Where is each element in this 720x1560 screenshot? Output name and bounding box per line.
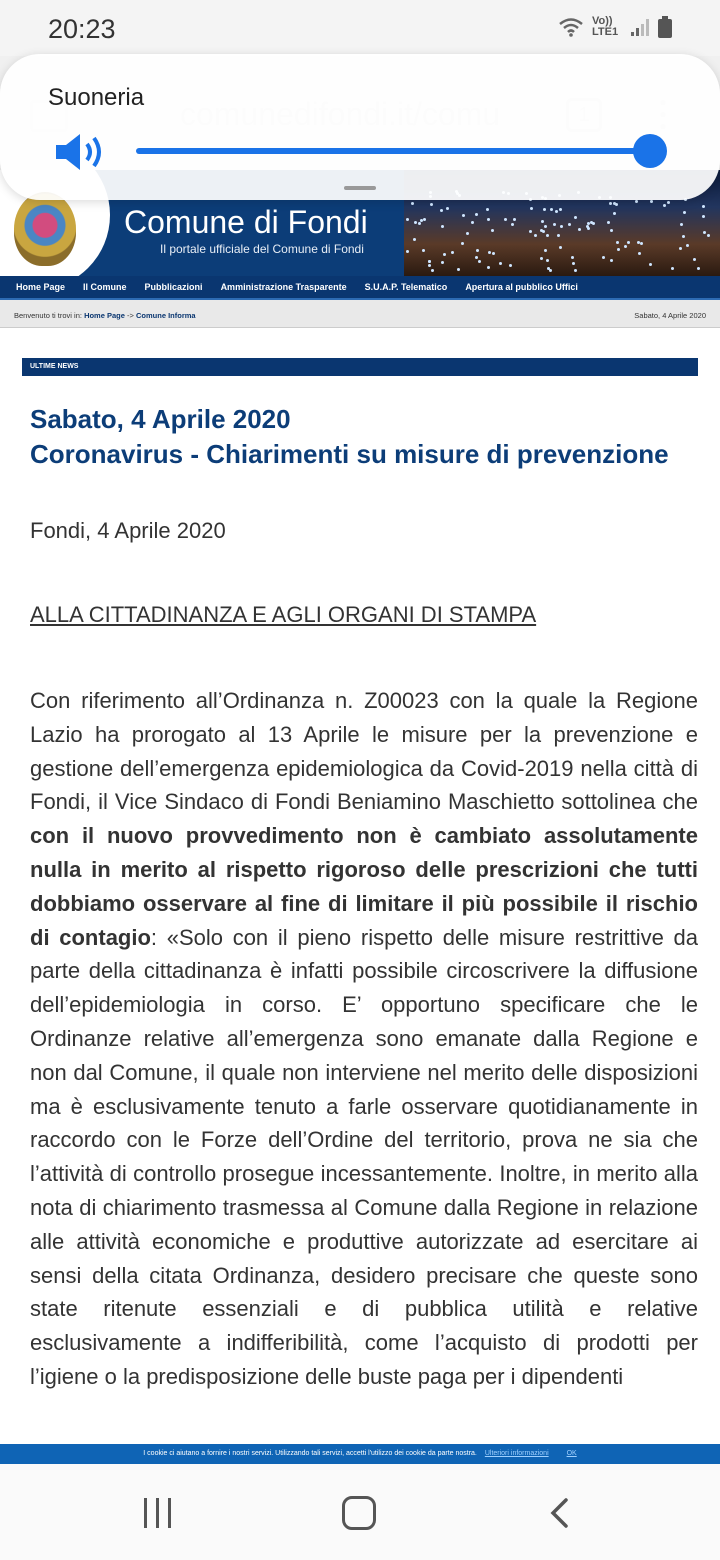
volume-panel [0, 54, 720, 200]
cookie-banner [0, 1444, 720, 1464]
decorative-light [487, 266, 490, 269]
decorative-light [428, 260, 431, 263]
decorative-light [610, 229, 613, 232]
decorative-light [574, 269, 577, 272]
nav-apertura-uffici[interactable]: Apertura al pubblico Uffici [465, 282, 578, 292]
decorative-light [546, 234, 549, 237]
decorative-light [640, 242, 643, 245]
article-headline [30, 402, 700, 472]
cookie-ok-button[interactable]: OK [566, 1450, 577, 1457]
decorative-light [559, 246, 562, 249]
main-navigation [0, 276, 720, 300]
decorative-light [443, 253, 446, 256]
nav-il-comune[interactable]: Il Comune [83, 282, 127, 292]
battery-icon [658, 16, 672, 38]
decorative-light [682, 235, 685, 238]
breadcrumb-prefix: Benvenuto ti trovi in: [14, 311, 82, 320]
decorative-light [530, 207, 533, 210]
decorative-light [635, 200, 638, 203]
decorative-light [555, 210, 558, 213]
volume-label: Suoneria [48, 84, 145, 111]
decorative-light [572, 262, 575, 265]
body-rest: : «Solo con il pieno rispetto delle misure restrittive da parte della cittadinanza è infatti possibile circoscrivere la diffusione dell’epidemiologia in corso. E’ opportuno specificare che le Ordinanze relative all’emergenza sono emanate dalla Regione e non dal Comune, il quale non interviene nel merito delle disposizioni ma è esclusivamente tenuto a farle osservare quotidianamente in raccordo con le Forze dell’Ordine del territorio, prova ne sia che l’attività di controllo prosegue incessantemente. Inoltre, in merito alla nota di chiarimento trasmessa al Comune dalla Regione in relazione alle attività economiche e produttive autorizzate ad esercitare ai sensi della citata Ordinanza, desidero precisare che queste sono state ritenute essenziali e di pubblica utilità e relative esclusivamente a indifferibilità, come l’acquisto di prodotti per l’igiene o la predisposizione delle buste paga per i dipendenti [30, 924, 699, 1389]
decorative-light [486, 208, 489, 211]
decorative-light [411, 202, 414, 205]
nav-home-page[interactable]: Home Page [16, 282, 66, 292]
breadcrumb-date: Sabato, 4 Aprile 2020 [634, 311, 706, 320]
decorative-light [475, 213, 478, 216]
decorative-light [617, 248, 620, 251]
decorative-light [406, 218, 409, 221]
volume-slider-track[interactable] [136, 148, 650, 154]
decorative-light [624, 245, 627, 248]
decorative-light [529, 230, 532, 233]
municipal-crest-logo[interactable] [14, 192, 76, 266]
decorative-light [627, 241, 630, 244]
decorative-light [686, 244, 689, 247]
signal-icon [630, 17, 650, 37]
breadcrumb-current[interactable]: Comune Informa [136, 311, 196, 320]
decorative-light [587, 227, 590, 230]
decorative-light [499, 262, 502, 265]
decorative-light [607, 221, 610, 224]
breadcrumb-separator: -> [127, 311, 134, 320]
system-navigation-bar [0, 1464, 720, 1560]
article-salutation: ALLA CITTADINANZA E AGLI ORGANI DI STAMPA [30, 602, 537, 627]
decorative-light [616, 241, 619, 244]
decorative-light [707, 234, 710, 237]
clock: 20:23 [48, 14, 116, 44]
decorative-light [697, 267, 700, 270]
decorative-light [650, 200, 653, 203]
decorative-light [702, 205, 705, 208]
decorative-light [418, 222, 421, 225]
decorative-light [457, 268, 460, 271]
nav-suap-telematico[interactable]: S.U.A.P. Telematico [364, 282, 448, 292]
breadcrumb [0, 300, 720, 328]
volume-slider-handle[interactable] [633, 134, 667, 168]
decorative-light [428, 264, 431, 267]
decorative-light [649, 263, 652, 266]
decorative-light [423, 218, 426, 221]
decorative-light [441, 225, 444, 228]
decorative-light [549, 269, 552, 272]
decorative-light [615, 203, 618, 206]
decorative-light [544, 225, 547, 228]
recent-apps-icon[interactable] [142, 1498, 174, 1528]
decorative-light [492, 252, 495, 255]
decorative-light [602, 256, 605, 259]
decorative-light [414, 221, 417, 224]
decorative-light [461, 242, 464, 245]
home-button-icon[interactable] [342, 1496, 376, 1530]
decorative-light [422, 249, 425, 252]
decorative-light [663, 204, 666, 207]
decorative-light [406, 250, 409, 253]
decorative-light [702, 215, 705, 218]
decorative-light [560, 225, 563, 228]
decorative-light [703, 231, 706, 234]
decorative-light [471, 221, 474, 224]
decorative-light [478, 260, 481, 263]
decorative-light [553, 223, 556, 226]
decorative-light [638, 252, 641, 255]
decorative-light [446, 207, 449, 210]
cookie-text: I cookie ci aiutano a fornire i nostri servizi. Utilizzando tali servizi, accetti l'utilizzo dei cookie da parte nostra. [143, 1450, 477, 1457]
decorative-light [574, 216, 577, 219]
cookie-more-link[interactable]: Ulteriori informazioni [484, 1450, 549, 1457]
decorative-light [544, 249, 547, 252]
decorative-light [571, 256, 574, 259]
decorative-light [550, 208, 553, 211]
speaker-icon[interactable] [54, 132, 110, 172]
decorative-light [610, 259, 613, 262]
decorative-light [430, 203, 433, 206]
decorative-light [693, 258, 696, 261]
section-label: ULTIME NEWS [22, 358, 698, 376]
decorative-light [540, 257, 543, 260]
decorative-light [557, 234, 560, 237]
decorative-light [441, 261, 444, 264]
decorative-light [637, 241, 640, 244]
decorative-light [540, 229, 543, 232]
decorative-light [488, 251, 491, 254]
decorative-light [462, 214, 465, 217]
decorative-light [466, 232, 469, 235]
decorative-light [679, 247, 682, 250]
decorative-light [504, 218, 507, 221]
decorative-light [559, 208, 562, 211]
decorative-light [513, 218, 516, 221]
site-subtitle: Il portale ufficiale del Comune di Fondi [160, 242, 364, 256]
decorative-light [667, 201, 670, 204]
site-title[interactable]: Comune di Fondi [124, 204, 368, 240]
decorative-light [671, 267, 674, 270]
back-icon[interactable] [548, 1498, 572, 1528]
decorative-light [590, 221, 593, 224]
decorative-light [683, 211, 686, 214]
decorative-light [487, 218, 490, 221]
nav-pubblicazioni[interactable]: Pubblicazioni [144, 282, 203, 292]
decorative-light [431, 269, 434, 272]
decorative-light [543, 208, 546, 211]
decorative-light [609, 202, 612, 205]
body-intro: Con riferimento all’Ordinanza n. Z00023 con la quale la Regione Lazio ha prorogato al 13 Aprile le misure per la prevenzione e gestione dell’emergenza epidemiologica da Covid-2019 nella città di Fondi, il Vice Sindaco di Fondi Beniamino Maschietto sottolinea che [30, 688, 698, 815]
decorative-light [491, 229, 494, 232]
decorative-light [509, 264, 512, 267]
decorative-light [413, 238, 416, 241]
article-content [0, 328, 720, 1444]
panel-drag-handle[interactable] [344, 186, 376, 190]
decorative-light [568, 223, 571, 226]
wifi-icon [558, 17, 584, 37]
decorative-light [680, 223, 683, 226]
decorative-light [511, 223, 514, 226]
decorative-light [534, 234, 537, 237]
breadcrumb-home-link[interactable]: Home Page [84, 311, 125, 320]
headline-date: Sabato, 4 Aprile 2020 [30, 404, 291, 434]
decorative-light [420, 219, 423, 222]
status-bar [0, 0, 720, 56]
headline-title: Coronavirus - Chiarimenti su misure di prevenzione [30, 439, 669, 469]
decorative-light [476, 249, 479, 252]
network-label: Vo)) LTE1 [592, 15, 619, 38]
article-dateline: Fondi, 4 Aprile 2020 [30, 518, 226, 543]
nav-amministrazione-trasparente[interactable]: Amministrazione Trasparente [220, 282, 347, 292]
decorative-light [475, 256, 478, 259]
decorative-light [546, 259, 549, 262]
decorative-light [578, 228, 581, 231]
decorative-light [613, 212, 616, 215]
article-body [30, 684, 698, 1394]
decorative-light [541, 220, 544, 223]
decorative-light [440, 209, 443, 212]
decorative-light [451, 251, 454, 254]
body-bold: con il nuovo provvedimento non è cambiato assolutamente nulla in merito al rispetto rigoroso delle prescrizioni che tutti dobbiamo osservare al fine di limitare il più possibile il rischio di contagio [30, 823, 698, 950]
